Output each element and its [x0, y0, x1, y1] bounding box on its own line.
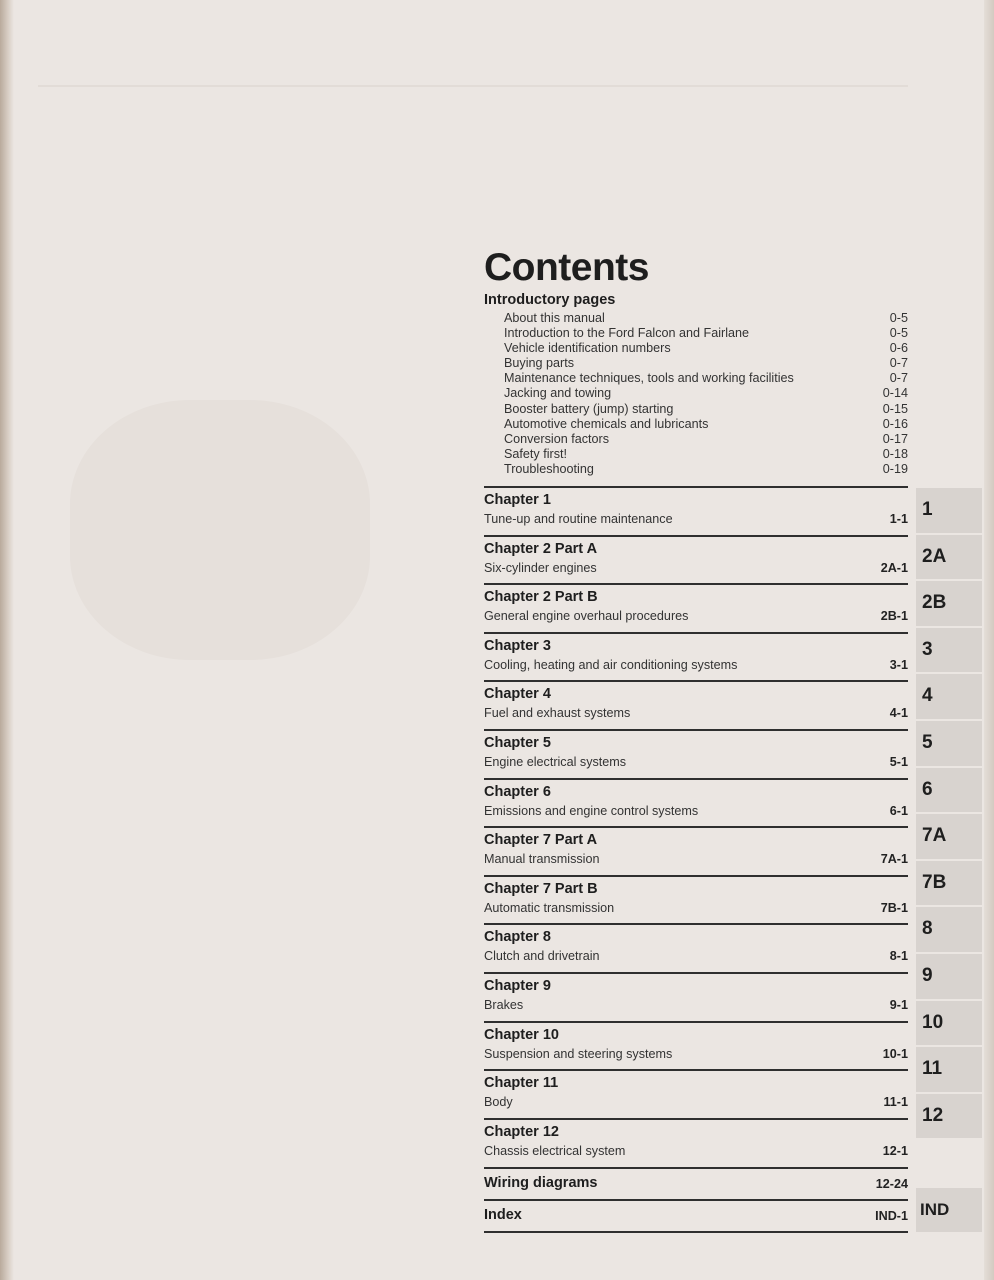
chapter-subtitle: Suspension and steering systems [484, 1046, 673, 1061]
intro-item-page: 0-6 [889, 341, 908, 356]
chapter-title: Chapter 6 [484, 783, 551, 800]
chapter-subtitle: Cooling, heating and air conditioning systems [484, 657, 738, 672]
thumb-tab[interactable]: 4 [916, 674, 982, 719]
chapter-page: 7B-1 [880, 900, 908, 915]
intro-item[interactable] [504, 371, 908, 386]
chapter-subtitle: General engine overhaul procedures [484, 609, 689, 624]
chapter-page: 6-1 [889, 803, 908, 818]
intro-item-label: Maintenance techniques, tools and working facilities [504, 371, 794, 386]
chapter-page: 10-1 [882, 1046, 908, 1061]
chapter-title: Chapter 7 Part A [484, 832, 598, 849]
intro-item-page: 0-19 [882, 461, 908, 476]
index-page: IND-1 [875, 1209, 908, 1223]
wiring-title: Wiring diagrams [484, 1175, 598, 1191]
thumb-tab[interactable]: 2A [916, 535, 982, 580]
chapter-title: Chapter 2 Part A [484, 540, 598, 557]
intro-item[interactable] [504, 386, 908, 401]
thumb-tab-index[interactable]: IND [916, 1188, 982, 1232]
chapter-page: 11-1 [883, 1095, 908, 1110]
chapter-page: 3-1 [889, 657, 908, 672]
intro-list [504, 311, 908, 477]
intro-item-page: 0-14 [882, 386, 908, 401]
thumb-tab[interactable]: 2B [916, 581, 982, 626]
intro-item-label: About this manual [504, 311, 605, 325]
intro-item[interactable] [504, 402, 908, 417]
chapter-title: Chapter 1 [484, 492, 551, 508]
chapter-page: 4-1 [889, 706, 908, 721]
intro-item-label: Buying parts [504, 356, 575, 371]
intro-item-page: 0-5 [889, 311, 908, 325]
chapter-entry[interactable] [484, 680, 908, 729]
intro-item-page: 0-18 [882, 446, 908, 461]
thumb-tab[interactable]: 8 [916, 907, 982, 952]
chapter-title: Chapter 10 [484, 1026, 559, 1043]
chapter-subtitle: Automatic transmission [484, 900, 615, 915]
chapter-entry[interactable] [484, 923, 908, 972]
intro-item-page: 0-16 [882, 416, 908, 431]
intro-item-label: Conversion factors [504, 431, 609, 446]
chapter-subtitle: Tune-up and routine maintenance [484, 512, 673, 526]
chapter-subtitle: Body [484, 1095, 513, 1110]
chapter-subtitle: Emissions and engine control systems [484, 803, 699, 818]
intro-item[interactable] [504, 462, 908, 477]
chapter-entry[interactable] [484, 632, 908, 681]
chapter-page: 9-1 [889, 997, 908, 1012]
chapter-page: 12-1 [882, 1143, 908, 1158]
chapter-entry[interactable] [484, 826, 908, 875]
thumb-tab[interactable]: 5 [916, 721, 982, 766]
intro-item-label: Vehicle identification numbers [504, 341, 671, 356]
wiring-diagrams-entry[interactable] [484, 1167, 908, 1199]
thumb-tab[interactable]: 1 [916, 488, 982, 533]
intro-item-page: 0-15 [882, 401, 908, 416]
intro-item-label: Introduction to the Ford Falcon and Fairlane [504, 326, 750, 341]
intro-item-label: Jacking and towing [504, 386, 612, 401]
intro-item-label: Troubleshooting [504, 461, 594, 476]
intro-item-label: Safety first! [504, 446, 567, 461]
chapter-title: Chapter 11 [484, 1075, 559, 1092]
chapter-title: Chapter 5 [484, 734, 551, 751]
intro-item-page: 0-5 [889, 326, 908, 341]
chapter-entry[interactable] [484, 972, 908, 1021]
chapter-entry[interactable] [484, 729, 908, 778]
chapter-title: Chapter 2 Part B [484, 589, 598, 606]
chapter-title: Chapter 4 [484, 686, 551, 703]
chapter-title: Chapter 3 [484, 637, 551, 654]
thumb-tab[interactable]: 7B [916, 861, 982, 906]
bleed-through-image [70, 400, 370, 660]
thumb-tab[interactable]: 11 [916, 1047, 982, 1092]
chapter-page: 8-1 [889, 949, 908, 964]
intro-item-page: 0-7 [889, 356, 908, 371]
chapter-entry[interactable] [484, 486, 908, 535]
chapter-list [484, 486, 908, 1166]
chapter-subtitle: Brakes [484, 997, 524, 1012]
chapter-entry[interactable] [484, 778, 908, 827]
index-entry[interactable] [484, 1199, 908, 1233]
chapter-subtitle: Manual transmission [484, 852, 600, 867]
index-title: Index [484, 1207, 522, 1223]
chapter-subtitle: Clutch and drivetrain [484, 949, 600, 964]
chapter-title: Chapter 9 [484, 977, 551, 994]
thumb-tab[interactable]: 12 [916, 1094, 982, 1139]
intro-item[interactable] [504, 356, 908, 371]
page-edge-shadow [984, 0, 994, 1280]
thumb-tab[interactable]: 9 [916, 954, 982, 999]
page-spine-shadow [0, 0, 14, 1280]
chapter-page: 1-1 [889, 512, 908, 526]
chapter-entry[interactable] [484, 1021, 908, 1070]
intro-heading: Introductory pages [484, 292, 616, 308]
intro-item[interactable] [504, 417, 908, 432]
chapter-page: 5-1 [889, 754, 908, 769]
thumb-tab[interactable]: 3 [916, 628, 982, 673]
intro-item[interactable] [504, 326, 908, 341]
chapter-subtitle: Engine electrical systems [484, 754, 627, 769]
bleed-through-rule [38, 85, 908, 87]
wiring-page: 12-24 [875, 1177, 908, 1191]
intro-item-label: Automotive chemicals and lubricants [504, 416, 709, 431]
chapter-title: Chapter 8 [484, 929, 551, 946]
chapter-entry[interactable] [484, 535, 908, 584]
chapter-entry[interactable] [484, 875, 908, 924]
intro-item-label: Booster battery (jump) starting [504, 401, 674, 416]
chapter-page: 2B-1 [880, 609, 908, 624]
intro-item[interactable] [504, 432, 908, 447]
chapter-entry[interactable] [484, 1118, 908, 1167]
intro-item[interactable] [504, 341, 908, 356]
thumb-tab[interactable]: 7A [916, 814, 982, 859]
chapter-title: Chapter 12 [484, 1123, 559, 1140]
intro-item-page: 0-7 [889, 371, 908, 386]
thumb-tabs [916, 488, 982, 1140]
chapter-page: 7A-1 [880, 852, 908, 867]
chapter-title: Chapter 7 Part B [484, 880, 598, 897]
intro-item[interactable] [504, 447, 908, 462]
thumb-tab[interactable]: 6 [916, 768, 982, 813]
intro-item-page: 0-17 [882, 431, 908, 446]
chapter-entry[interactable] [484, 583, 908, 632]
chapter-entry[interactable] [484, 1069, 908, 1118]
thumb-tab[interactable]: 10 [916, 1001, 982, 1046]
intro-item[interactable] [504, 311, 908, 326]
chapter-page: 2A-1 [880, 560, 908, 575]
chapter-subtitle: Six-cylinder engines [484, 560, 597, 575]
page-title: Contents [484, 246, 649, 289]
chapter-subtitle: Chassis electrical system [484, 1143, 626, 1158]
chapter-subtitle: Fuel and exhaust systems [484, 706, 631, 721]
